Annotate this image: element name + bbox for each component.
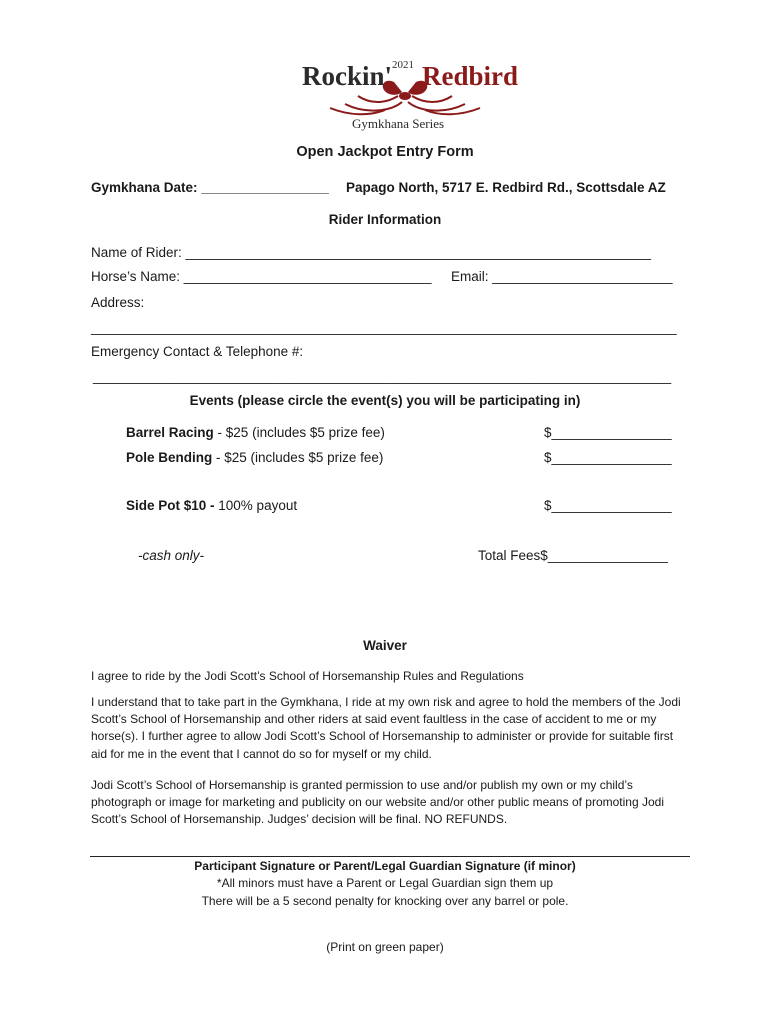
emergency-contact-line: _____________________________________________________________________________ bbox=[93, 369, 672, 384]
logo-right-text: Redbird bbox=[422, 61, 519, 91]
rider-name-field: Name of Rider: ______________________________________________________________ bbox=[91, 245, 652, 260]
email-field: Email: ________________________ bbox=[451, 269, 673, 284]
location-text: Papago North, 5717 E. Redbird Rd., Scottsdale AZ bbox=[346, 180, 666, 195]
total-fees-field: Total Fees$________________ bbox=[478, 548, 668, 563]
barrel-racing-event bbox=[126, 425, 385, 440]
pole-bending-amount: $________________ bbox=[544, 450, 672, 465]
side-pot-event bbox=[126, 498, 297, 513]
form-title: Open Jackpot Entry Form bbox=[296, 144, 474, 160]
address-line: ______________________________________________________________________________ bbox=[91, 320, 677, 335]
signature-line bbox=[90, 856, 690, 857]
signature-label: Participant Signature or Parent/Legal Guardian Signature (if minor) bbox=[194, 859, 576, 873]
side-pot-detail: 100% payout bbox=[218, 498, 298, 513]
waiver-paragraph-2: I understand that to take part in the Gymkhana, I ride at my own risk and agree to hold the members of the Jodi Scott’s School of Horsemanship and other riders at said event faultless in the case of accident to me or my horse(s). I further agree to allow Jodi Scott’s School of Horsemanship to administer or provide for suitable first aid for me in the event that I cannot do so for myself or my child. bbox=[91, 695, 681, 761]
print-note: (Print on green paper) bbox=[326, 940, 444, 954]
waiver-paragraph-1: I agree to ride by the Jodi Scott’s School of Horsemanship Rules and Regulations bbox=[91, 669, 524, 683]
emergency-contact-label: Emergency Contact & Telephone #: bbox=[91, 344, 304, 359]
side-pot-name: Side Pot $10 - bbox=[126, 498, 219, 513]
rockin-redbird-logo bbox=[290, 52, 520, 134]
pole-bending-name: Pole Bending bbox=[126, 450, 213, 465]
waiver-paragraph-3: Jodi Scott’s School of Horsemanship is granted permission to use and/or publish my own or my child’s photograph or image for marketing and publicity on our website and/or other public means of promoting Jodi Scott’s School of Horsemanship. Judges’ decision will be final. NO REFUNDS. bbox=[91, 778, 664, 827]
minors-note: *All minors must have a Parent or Legal Guardian sign them up bbox=[216, 876, 554, 890]
barrel-racing-name: Barrel Racing bbox=[126, 425, 214, 440]
logo-left-text: Rockin' bbox=[302, 61, 393, 91]
pole-bending-event bbox=[126, 450, 383, 465]
barrel-racing-amount: $________________ bbox=[544, 425, 672, 440]
address-label: Address: bbox=[91, 295, 145, 310]
gymkhana-date-field: Gymkhana Date: _________________ bbox=[91, 180, 329, 195]
side-pot-amount: $________________ bbox=[544, 498, 672, 513]
penalty-note: There will be a 5 second penalty for knocking over any barrel or pole. bbox=[201, 894, 569, 908]
waiver-title: Waiver bbox=[363, 638, 407, 653]
pole-bending-detail: - $25 (includes $5 prize fee) bbox=[212, 450, 384, 465]
logo-year: 2021 bbox=[392, 59, 414, 71]
cash-only-note: -cash only- bbox=[138, 548, 205, 563]
logo-series: Gymkhana Series bbox=[352, 116, 445, 131]
barrel-racing-detail: - $25 (includes $5 prize fee) bbox=[213, 425, 385, 440]
events-header: Events (please circle the event(s) you will be participating in) bbox=[189, 393, 581, 408]
horse-name-field: Horse’s Name: _________________________________ bbox=[91, 269, 432, 284]
rider-section-title: Rider Information bbox=[328, 212, 442, 227]
